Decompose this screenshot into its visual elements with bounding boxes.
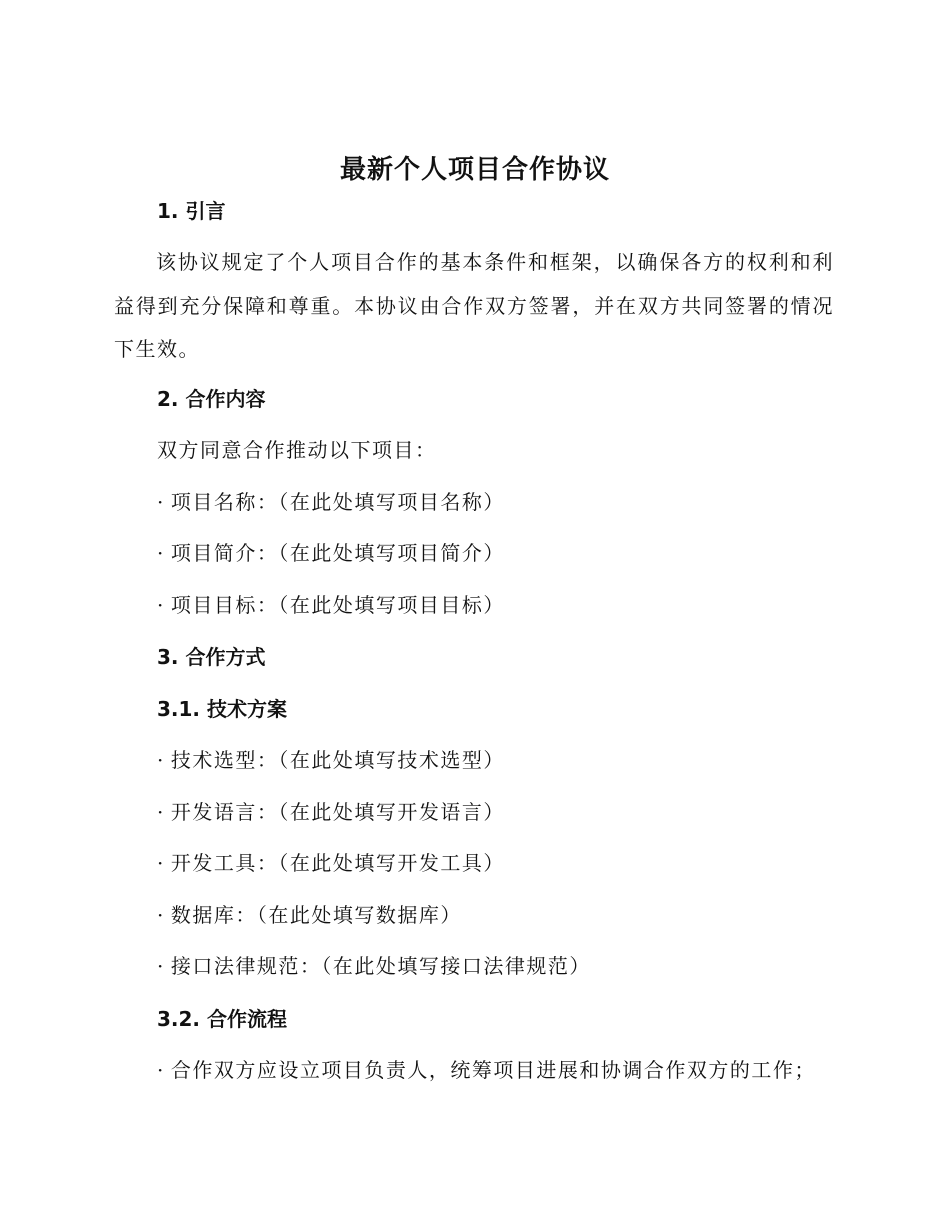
list-item-text: 开发工具：（在此处填写开发工具）: [170, 851, 505, 875]
list-item-text: 项目简介：（在此处填写项目简介）: [170, 541, 505, 565]
list-item: [157, 1055, 816, 1085]
bullet-icon: ·: [157, 541, 165, 565]
bullet-icon: ·: [157, 954, 165, 978]
content-intro-text: 双方同意合作推动以下项目：: [157, 438, 437, 462]
bullet-icon: ·: [157, 490, 165, 514]
list-item-text: 数据库：（在此处填写数据库）: [170, 903, 462, 927]
section-heading-method: 3. 合作方式: [157, 645, 266, 669]
bullet-icon: ·: [157, 1058, 165, 1082]
list-item: [157, 797, 505, 827]
list-item: [157, 590, 505, 620]
list-item-text: 合作双方应设立项目负责人，统筹项目进展和协调合作双方的工作；: [170, 1058, 816, 1082]
intro-paragraph: 该协议规定了个人项目合作的基本条件和框架，以确保各方的权利和利益得到充分保障和尊重。本协议由合作双方签署，并在双方共同签署的情况下生效。: [114, 250, 834, 361]
list-item: [157, 900, 462, 930]
section-heading-intro: 1. 引言: [157, 199, 226, 223]
bullet-icon: ·: [157, 593, 165, 617]
subsection-heading-process: 3.2. 合作流程: [157, 1007, 287, 1031]
list-item: [157, 951, 591, 981]
bullet-icon: ·: [157, 748, 165, 772]
list-item-text: 项目目标：（在此处填写项目目标）: [170, 593, 505, 617]
list-item-text: 技术选型：（在此处填写技术选型）: [170, 748, 505, 772]
bullet-icon: ·: [157, 903, 165, 927]
subsection-heading-tech: 3.1. 技术方案: [157, 697, 287, 721]
list-item-text: 接口法律规范：（在此处填写接口法律规范）: [170, 954, 591, 978]
list-item-text: 开发语言：（在此处填写开发语言）: [170, 800, 505, 824]
list-item: [157, 487, 505, 517]
list-item: [157, 745, 505, 775]
document-title: 最新个人项目合作协议: [339, 155, 610, 185]
list-item: [157, 538, 505, 568]
bullet-icon: ·: [157, 800, 165, 824]
section-heading-content: 2. 合作内容: [157, 387, 266, 411]
bullet-icon: ·: [157, 851, 165, 875]
list-item-text: 项目名称：（在此处填写项目名称）: [170, 490, 505, 514]
list-item: [157, 848, 505, 878]
